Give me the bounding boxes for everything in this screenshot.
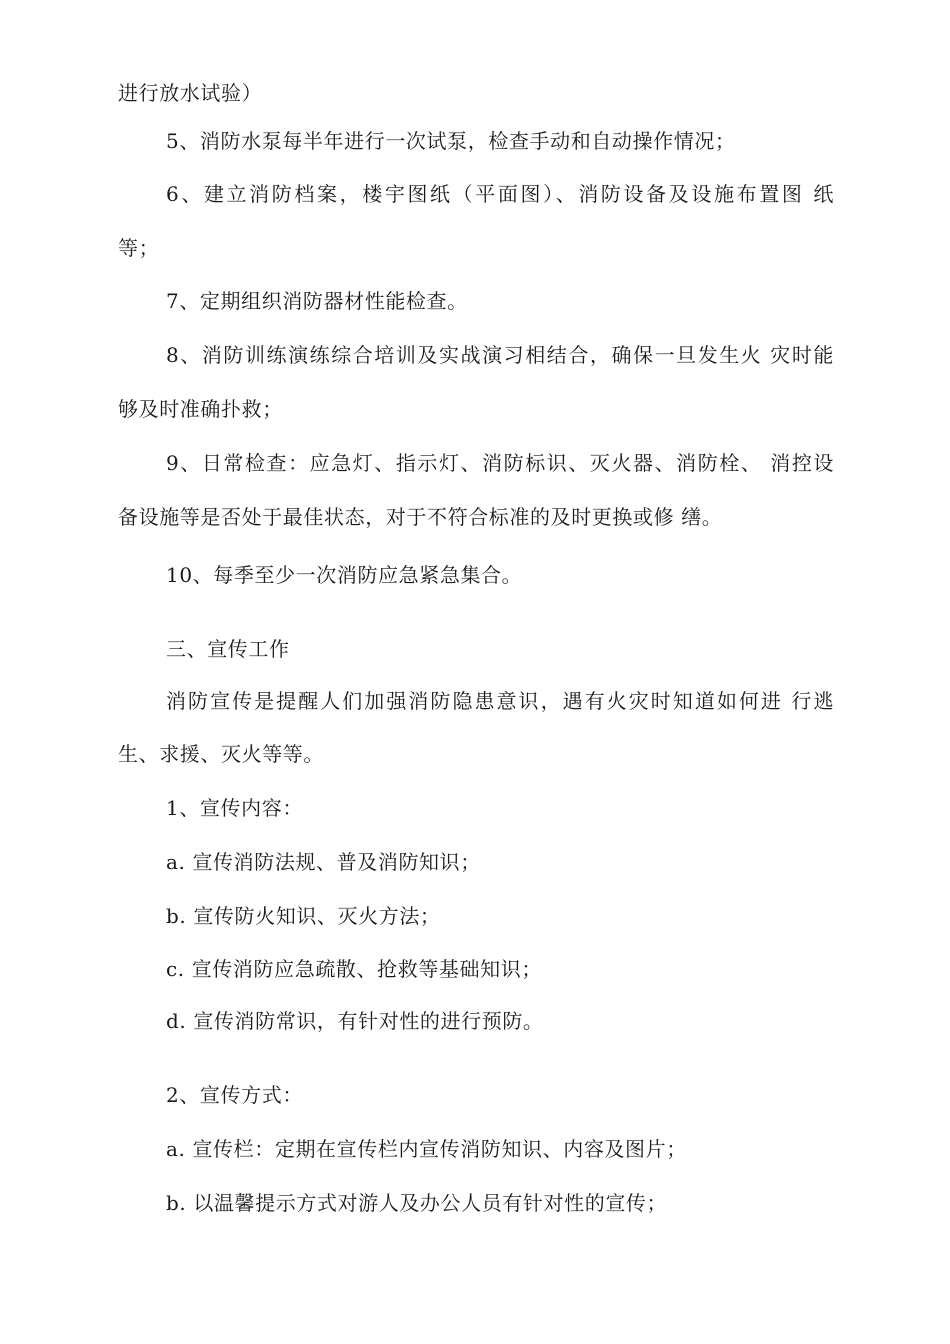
list-item-7: 7、定期组织消防器材性能检查。: [166, 289, 468, 313]
subheading-methods: 2、宣传方式：: [166, 1083, 303, 1107]
paragraph-continuation: 进行放水试验）: [118, 81, 263, 105]
method-item-a: a. 宣传栏：定期在宣传栏内宣传消防知识、内容及图片；: [166, 1137, 687, 1161]
list-item-6-continuation: 等；: [118, 236, 160, 260]
list-item-6: 6、建立消防档案，楼宇图纸（平面图）、消防设备及设施布置图 纸: [166, 182, 834, 206]
list-item-9: 9、日常检查：应急灯、指示灯、消防标识、灭火器、消防栓、 消控设: [166, 451, 834, 475]
subheading-content: 1、宣传内容：: [166, 796, 303, 820]
method-item-b: b. 以温馨提示方式对游人及办公人员有针对性的宣传；: [166, 1191, 668, 1215]
list-item-5: 5、消防水泵每半年进行一次试泵，检查手动和自动操作情况；: [166, 129, 736, 153]
list-item-8: 8、消防训练演练综合培训及实战演习相结合，确保一旦发生火 灾时能: [166, 343, 834, 367]
section-paragraph: 消防宣传是提醒人们加强消防隐患意识，遇有火灾时知道如何进 行逃: [166, 689, 834, 713]
section-heading: 三、宣传工作: [166, 637, 290, 661]
section-paragraph-continuation: 生、求援、灭火等等。: [118, 742, 324, 766]
content-item-b: b. 宣传防火知识、灭火方法；: [166, 904, 441, 928]
list-item-10: 10、每季至少一次消防应急紧急集合。: [166, 563, 523, 587]
content-item-a: a. 宣传消防法规、普及消防知识；: [166, 850, 481, 874]
list-item-8-continuation: 够及时准确扑救；: [118, 397, 283, 421]
content-item-c: c. 宣传消防应急疏散、抢救等基础知识；: [166, 957, 542, 981]
content-item-d: d. 宣传消防常识，有针对性的进行预防。: [166, 1009, 544, 1033]
list-item-9-continuation: 备设施等是否处于最佳状态，对于不符合标准的及时更换或修 缮。: [118, 505, 723, 529]
